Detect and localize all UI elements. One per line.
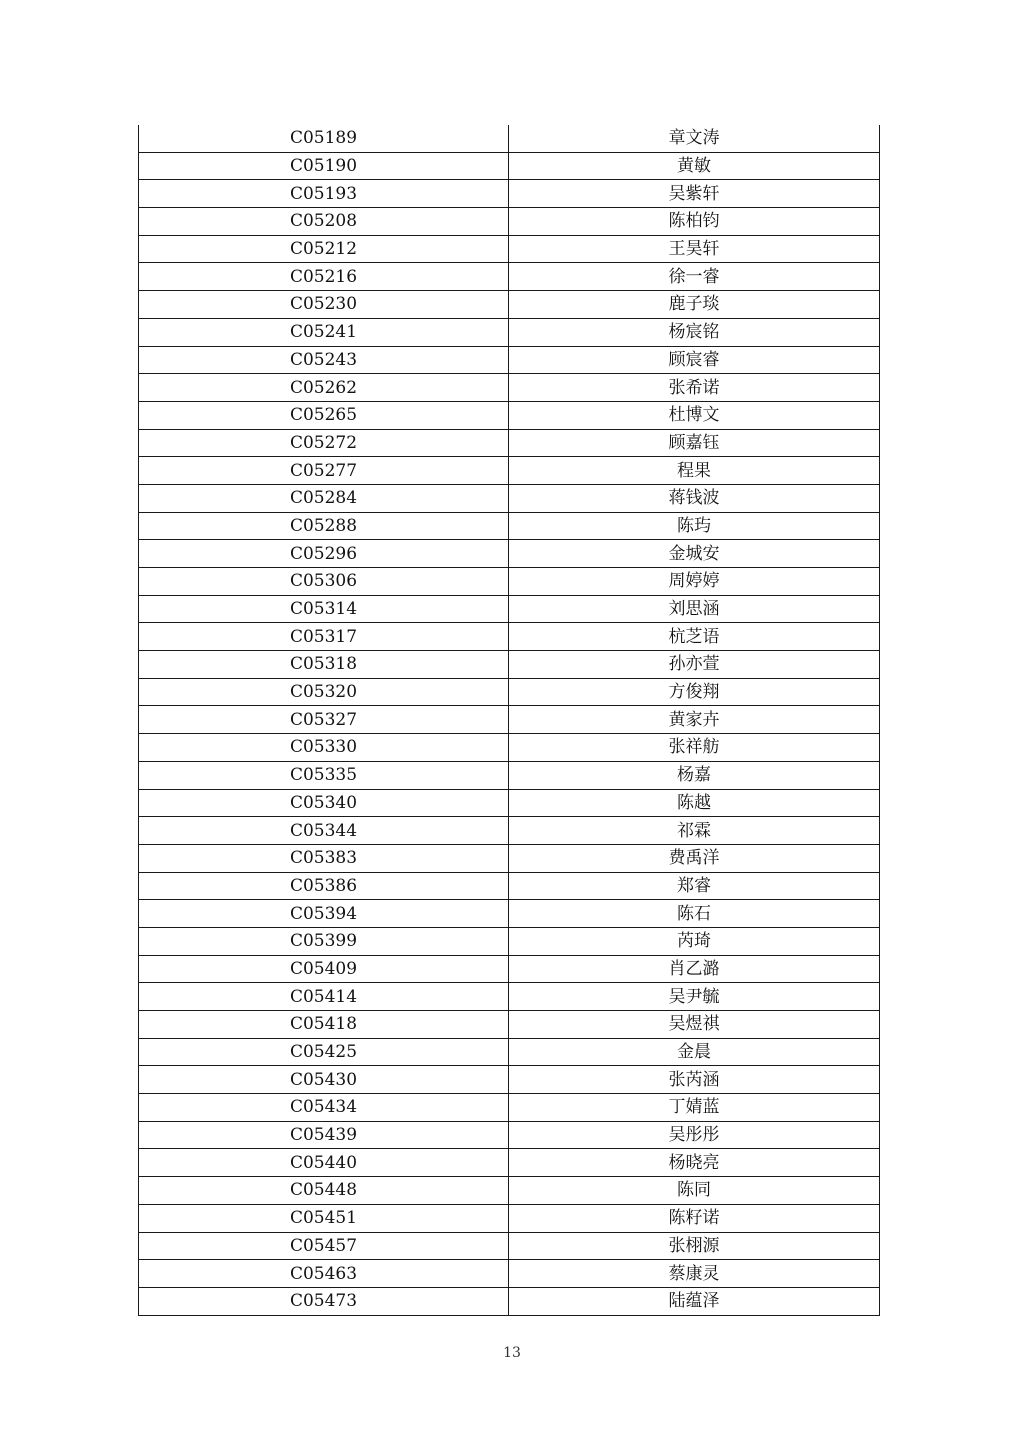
- roster-table-container: [138, 125, 879, 1316]
- name-cell: 祁霖: [509, 817, 880, 845]
- table-row: [139, 512, 880, 540]
- table-row: [139, 900, 880, 928]
- id-cell: C05383: [139, 844, 509, 872]
- id-cell: C05265: [139, 401, 509, 429]
- name-cell: 肖乙潞: [509, 955, 880, 983]
- name-cell: 徐一睿: [509, 263, 880, 291]
- table-row: [139, 678, 880, 706]
- id-cell: C05344: [139, 817, 509, 845]
- table-row: [139, 1094, 880, 1122]
- name-cell: 吴尹毓: [509, 983, 880, 1011]
- name-cell: 张栩源: [509, 1232, 880, 1260]
- name-cell: 金城安: [509, 540, 880, 568]
- table-row: [139, 152, 880, 180]
- table-row: [139, 1177, 880, 1205]
- table-row: [139, 401, 880, 429]
- id-cell: C05190: [139, 152, 509, 180]
- id-cell: C05262: [139, 374, 509, 402]
- id-cell: C05418: [139, 1011, 509, 1039]
- name-cell: 杨宸铭: [509, 318, 880, 346]
- name-cell: 刘思涵: [509, 595, 880, 623]
- table-row: [139, 1260, 880, 1288]
- name-cell: 陈同: [509, 1177, 880, 1205]
- name-cell: 陈柏钧: [509, 208, 880, 236]
- id-cell: C05330: [139, 734, 509, 762]
- name-cell: 周婷婷: [509, 568, 880, 596]
- table-row: [139, 983, 880, 1011]
- name-cell: 郑睿: [509, 872, 880, 900]
- name-cell: 费禹洋: [509, 844, 880, 872]
- id-cell: C05306: [139, 568, 509, 596]
- id-cell: C05399: [139, 927, 509, 955]
- id-cell: C05414: [139, 983, 509, 1011]
- name-cell: 黄家卉: [509, 706, 880, 734]
- table-row: [139, 429, 880, 457]
- name-cell: 张芮涵: [509, 1066, 880, 1094]
- id-cell: C05439: [139, 1121, 509, 1149]
- name-cell: 杜博文: [509, 401, 880, 429]
- name-cell: 孙亦萱: [509, 651, 880, 679]
- name-cell: 吴煜祺: [509, 1011, 880, 1039]
- name-cell: 程果: [509, 457, 880, 485]
- table-row: [139, 1038, 880, 1066]
- name-cell: 王昊轩: [509, 235, 880, 263]
- table-row: [139, 291, 880, 319]
- name-cell: 陆蕴泽: [509, 1287, 880, 1315]
- page-number: 13: [503, 1345, 521, 1361]
- id-cell: C05317: [139, 623, 509, 651]
- id-cell: C05193: [139, 180, 509, 208]
- id-cell: C05440: [139, 1149, 509, 1177]
- id-cell: C05340: [139, 789, 509, 817]
- id-cell: C05386: [139, 872, 509, 900]
- name-cell: 吴紫轩: [509, 180, 880, 208]
- id-cell: C05448: [139, 1177, 509, 1205]
- id-cell: C05284: [139, 484, 509, 512]
- name-cell: 陈石: [509, 900, 880, 928]
- id-cell: C05409: [139, 955, 509, 983]
- table-row: [139, 595, 880, 623]
- roster-table-body: [139, 125, 880, 1315]
- id-cell: C05296: [139, 540, 509, 568]
- table-row: [139, 568, 880, 596]
- id-cell: C05243: [139, 346, 509, 374]
- table-row: [139, 844, 880, 872]
- id-cell: C05335: [139, 761, 509, 789]
- name-cell: 丁婧蓝: [509, 1094, 880, 1122]
- id-cell: C05288: [139, 512, 509, 540]
- table-row: [139, 1204, 880, 1232]
- id-cell: C05277: [139, 457, 509, 485]
- id-cell: C05318: [139, 651, 509, 679]
- id-cell: C05434: [139, 1094, 509, 1122]
- table-row: [139, 235, 880, 263]
- name-cell: 张祥舫: [509, 734, 880, 762]
- id-cell: C05394: [139, 900, 509, 928]
- name-cell: 鹿子琰: [509, 291, 880, 319]
- table-row: [139, 1011, 880, 1039]
- table-row: [139, 706, 880, 734]
- table-row: [139, 1232, 880, 1260]
- table-row: [139, 540, 880, 568]
- table-row: [139, 651, 880, 679]
- id-cell: C05430: [139, 1066, 509, 1094]
- name-cell: 杨晓亮: [509, 1149, 880, 1177]
- table-row: [139, 927, 880, 955]
- id-cell: C05314: [139, 595, 509, 623]
- name-cell: 黄敏: [509, 152, 880, 180]
- roster-table: [138, 125, 880, 1316]
- name-cell: 蒋钱波: [509, 484, 880, 512]
- name-cell: 张希诺: [509, 374, 880, 402]
- table-row: [139, 734, 880, 762]
- table-row: [139, 817, 880, 845]
- id-cell: C05241: [139, 318, 509, 346]
- table-row: [139, 374, 880, 402]
- name-cell: 杨嘉: [509, 761, 880, 789]
- name-cell: 陈玙: [509, 512, 880, 540]
- id-cell: C05216: [139, 263, 509, 291]
- id-cell: C05272: [139, 429, 509, 457]
- name-cell: 顾嘉钰: [509, 429, 880, 457]
- name-cell: 陈越: [509, 789, 880, 817]
- table-row: [139, 955, 880, 983]
- name-cell: 章文涛: [509, 125, 880, 152]
- table-row: [139, 263, 880, 291]
- name-cell: 顾宸睿: [509, 346, 880, 374]
- table-row: [139, 1066, 880, 1094]
- id-cell: C05189: [139, 125, 509, 152]
- table-row: [139, 125, 880, 152]
- name-cell: 陈籽诺: [509, 1204, 880, 1232]
- id-cell: C05463: [139, 1260, 509, 1288]
- name-cell: 蔡康灵: [509, 1260, 880, 1288]
- id-cell: C05425: [139, 1038, 509, 1066]
- id-cell: C05212: [139, 235, 509, 263]
- name-cell: 吴彤彤: [509, 1121, 880, 1149]
- id-cell: C05327: [139, 706, 509, 734]
- table-row: [139, 1149, 880, 1177]
- id-cell: C05451: [139, 1204, 509, 1232]
- name-cell: 芮琦: [509, 927, 880, 955]
- table-row: [139, 761, 880, 789]
- table-row: [139, 872, 880, 900]
- id-cell: C05457: [139, 1232, 509, 1260]
- table-row: [139, 1287, 880, 1315]
- id-cell: C05320: [139, 678, 509, 706]
- table-row: [139, 180, 880, 208]
- table-row: [139, 623, 880, 651]
- table-row: [139, 318, 880, 346]
- table-row: [139, 346, 880, 374]
- id-cell: C05208: [139, 208, 509, 236]
- table-row: [139, 789, 880, 817]
- id-cell: C05230: [139, 291, 509, 319]
- name-cell: 杭芝语: [509, 623, 880, 651]
- id-cell: C05473: [139, 1287, 509, 1315]
- name-cell: 金晨: [509, 1038, 880, 1066]
- table-row: [139, 457, 880, 485]
- table-row: [139, 484, 880, 512]
- name-cell: 方俊翔: [509, 678, 880, 706]
- table-row: [139, 208, 880, 236]
- table-row: [139, 1121, 880, 1149]
